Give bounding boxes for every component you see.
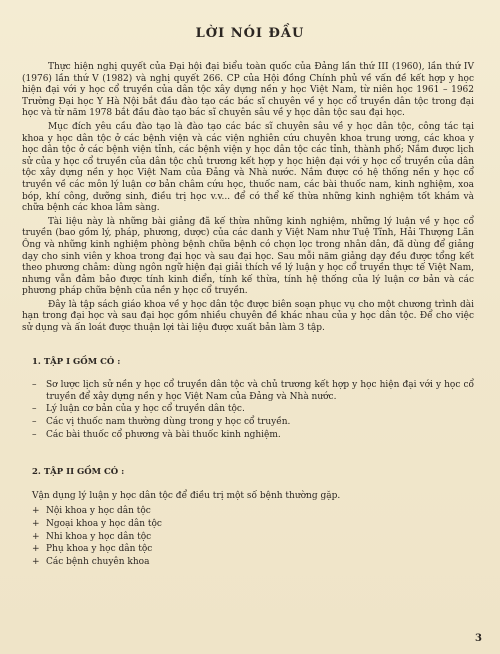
section-2-list	[22, 506, 474, 568]
list-item: – Các bài thuốc cổ phương và bài thuốc kinh nghiệm.	[32, 429, 281, 440]
paragraph-1: Thực hiện nghị quyết của Đại hội đại biểu toàn quốc của Đảng lần thứ III (1960), lần thứ IV (1976) lần thứ V (1982) và nghị quyết 266. CP của Hội đồng Chính phủ về vấn đề kết hợp y học hiện đại với y học cổ truyền của dân tộc xây dựng nền y học Việt Nam, từ niên học 1961 – 1962 Trường Đại học Y Hà Nội bắt đầu đào tạo các bác sĩ chuyên về y học cổ truyền dân tộc trong đại học và từ năm 1978 bắt đầu đào tạo bác sĩ chuyên sâu về y học dân tộc sau đại học.	[22, 62, 474, 119]
list-item: + Nội khoa y học dân tộc	[32, 506, 151, 517]
plus-marker: +	[32, 531, 40, 542]
section-1-heading: 1. TẬP I GỒM CÓ :	[32, 356, 121, 367]
paragraph-2: Mục đích yêu cầu đào tạo là đào tạo các bác sĩ chuyên sâu về y học dân tộc, công tác tại khoa y học dân tộc ở các bệnh viện và các viện nghiên cứu chuyên khoa trung ương, các khoa y học dân tộc ở các bệnh viện tỉnh, các bệnh viện y học dân tộc các tỉnh, thành phố; Nắm được lịch sử của y học cổ truyền của dân tộc chủ trương kết hợp y học hiện đại với y học cổ truyền của dân tộc xây dựng nền y học Việt Nam của Đảng và Nhà nước. Nắm được có hệ thống nền y học cổ truyền về các môn lý luận cơ bản châm cứu học, thuốc nam, các bài thuốc nam, kinh nghiệm, xoa bóp, khí công, dưỡng sinh, điều trị học v.v... để có thể kế thừa những kinh nghiệm tốt khám và chữa bệnh các khoa lâm sàng.	[22, 121, 474, 214]
section-2-intro: Vận dụng lý luận y học dân tộc để điều trị một số bệnh thường gặp.	[32, 490, 341, 501]
paragraph-3: Tài liệu này là những bài giảng đã kế thừa những kinh nghiệm, những lý luận về y học cổ truyền (bao gồm lý, pháp, phương, dược) của các danh y Việt Nam như Tuệ Tĩnh, Hải Thượng Lãn Ông và những kinh nghiệm phòng bệnh chữa bệnh có chọn lọc trong nhân dân, đã dùng để giảng dạy cho sinh viên y khoa trong đại học và sau đại học. Sau mỗi năm giảng dạy đều được tổng kết theo phương châm: dùng ngôn ngữ hiện đại giải thích về lý luận y học cổ truyền thực tế Việt Nam, nhưng vẫn đảm bảo được tính kinh điển, tính kế thừa, tính hệ thống của lý luận cơ bản và các phương pháp chữa bệnh của nền y học cổ truyền.	[22, 216, 474, 297]
dash-marker: –	[32, 417, 37, 428]
page-number: 3	[475, 633, 482, 644]
plus-marker: +	[32, 544, 40, 555]
paragraph-4: Đây là tập sách giáo khoa về y học dân tộc được biên soạn phục vụ cho một chương trình dài hạn trong đại học và sau đại học gồm nhiều chuyên đề khác nhau của y học dân tộc. Để cho việc sử dụng và ấn loát được thuận lợi tài liệu được xuất bản làm 3 tập.	[22, 299, 474, 334]
dash-marker: –	[32, 380, 37, 391]
list-item: + Ngoại khoa y học dân tộc	[32, 519, 162, 529]
list-item: + Phụ khoa y học dân tộc	[32, 544, 153, 555]
list-item: – Lý luận cơ bản của y học cổ truyền dân tộc.	[32, 404, 245, 415]
body-text	[22, 62, 474, 569]
dash-marker: –	[32, 429, 37, 440]
section-2-heading: 2. TẬP II GỒM CÓ :	[32, 467, 125, 478]
list-item: – Các vị thuốc nam thường dùng trong y học cổ truyền.	[32, 417, 291, 428]
section-1-list	[22, 380, 474, 441]
dash-marker: –	[32, 404, 37, 415]
list-item: + Các bệnh chuyên khoa	[32, 556, 150, 567]
page-title: LỜI NÓI ĐẦU	[195, 26, 305, 41]
plus-marker: +	[32, 519, 40, 529]
plus-marker: +	[32, 556, 40, 567]
list-item: + Nhi khoa y học dân tộc	[32, 531, 152, 542]
list-item: – Sơ lược lịch sử nền y học cổ truyền dân tộc và chủ trương kết hợp y học hiện đại với y học cổ truyền để xây dựng nền y học Việt Nam của Đảng và Nhà nước.	[32, 380, 474, 402]
plus-marker: +	[32, 506, 40, 517]
